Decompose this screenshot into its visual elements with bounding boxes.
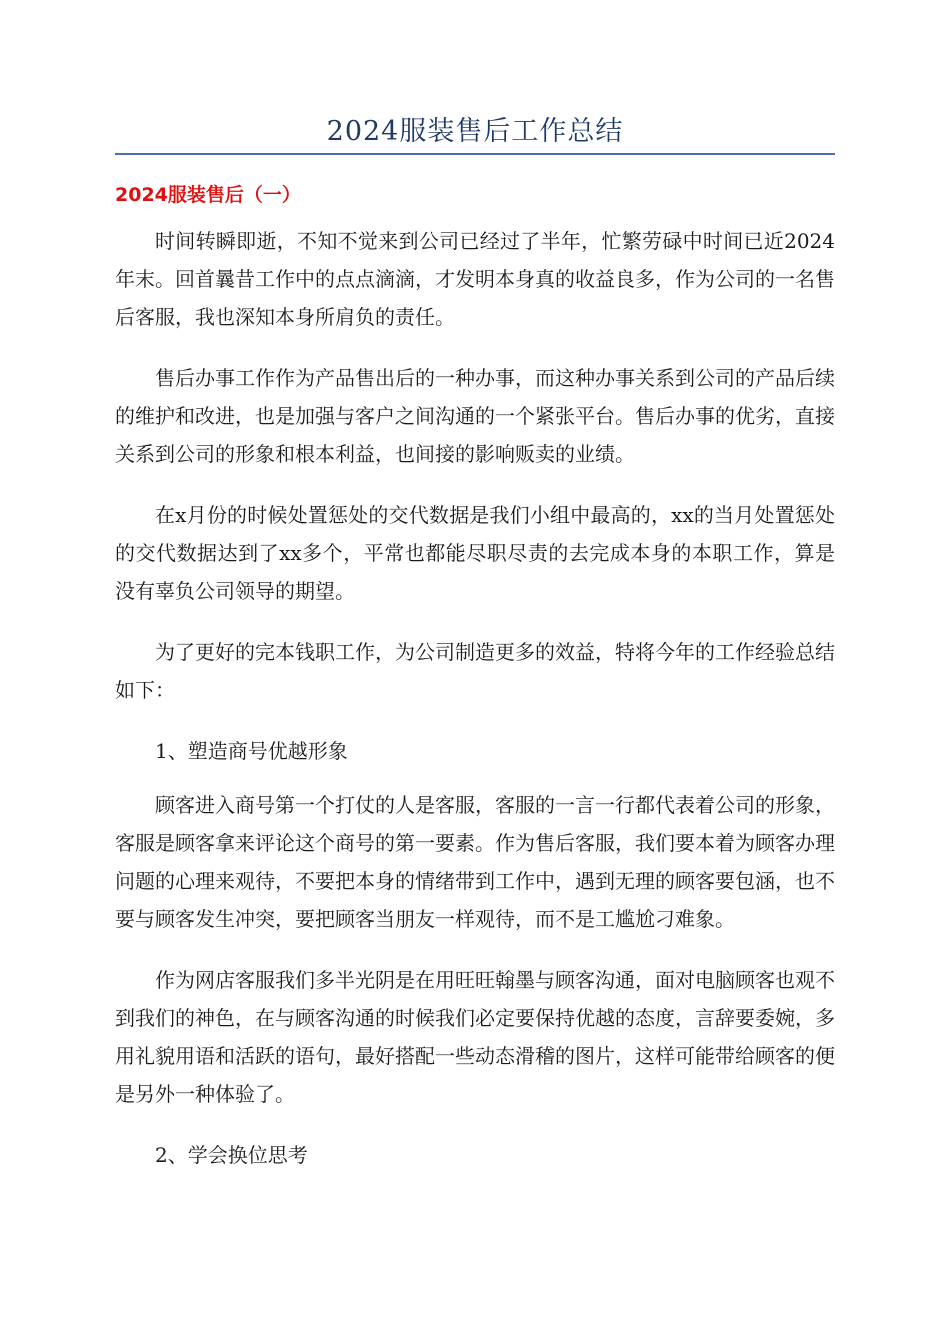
paragraph: 时间转瞬即逝，不知不觉来到公司已经过了半年，忙繁劳碌中时间已近2024年末。回首曩昔工作中的点点滴滴，才发明本身真的收益良多，作为公司的一名售后客服，我也深知本身所肩负的责任。	[115, 229, 835, 329]
list-item-heading: 2、学会换位思考	[155, 1143, 308, 1167]
document-title: 2024服装售后工作总结	[326, 116, 624, 147]
title-underline	[115, 153, 835, 155]
document-body	[115, 222, 835, 1190]
paragraph: 为了更好的完本钱职工作，为公司制造更多的效益，特将今年的工作经验总结如下：	[115, 640, 835, 702]
paragraph: 售后办事工作作为产品售出后的一种办事，而这种办事关系到公司的产品后续的维护和改进，也是加强与客户之间沟通的一个紧张平台。售后办事的优劣，直接关系到公司的形象和根本利益，也间接的影响贩卖的业绩。	[115, 366, 835, 466]
paragraph: 在x月份的时候处置惩处的交代数据是我们小组中最高的，xx的当月处置惩处的交代数据达到了xx多个，平常也都能尽职尽责的去完成本身的本职工作，算是没有辜负公司领导的期望。	[115, 503, 835, 603]
paragraph: 作为网店客服我们多半光阴是在用旺旺翰墨与顾客沟通，面对电脑顾客也观不到我们的神色，在与顾客沟通的时候我们必定要保持优越的态度，言辞要委婉，多用礼貌用语和活跃的语句，最好搭配一些动态滑稽的图片，这样可能带给顾客的便是另外一种体验了。	[115, 968, 835, 1106]
list-item-heading: 1、塑造商号优越形象	[155, 739, 348, 763]
paragraph: 顾客进入商号第一个打仗的人是客服，客服的一言一行都代表着公司的形象，客服是顾客拿来评论这个商号的第一要素。作为售后客服，我们要本着为顾客办理问题的心理来观待，不要把本身的情绪带到工作中，遇到无理的顾客要包涵，也不要与顾客发生冲突，要把顾客当朋友一样观待，而不是工尴尬刁难象。	[115, 793, 835, 931]
section-heading: 2024服装售后（一）	[115, 184, 301, 206]
